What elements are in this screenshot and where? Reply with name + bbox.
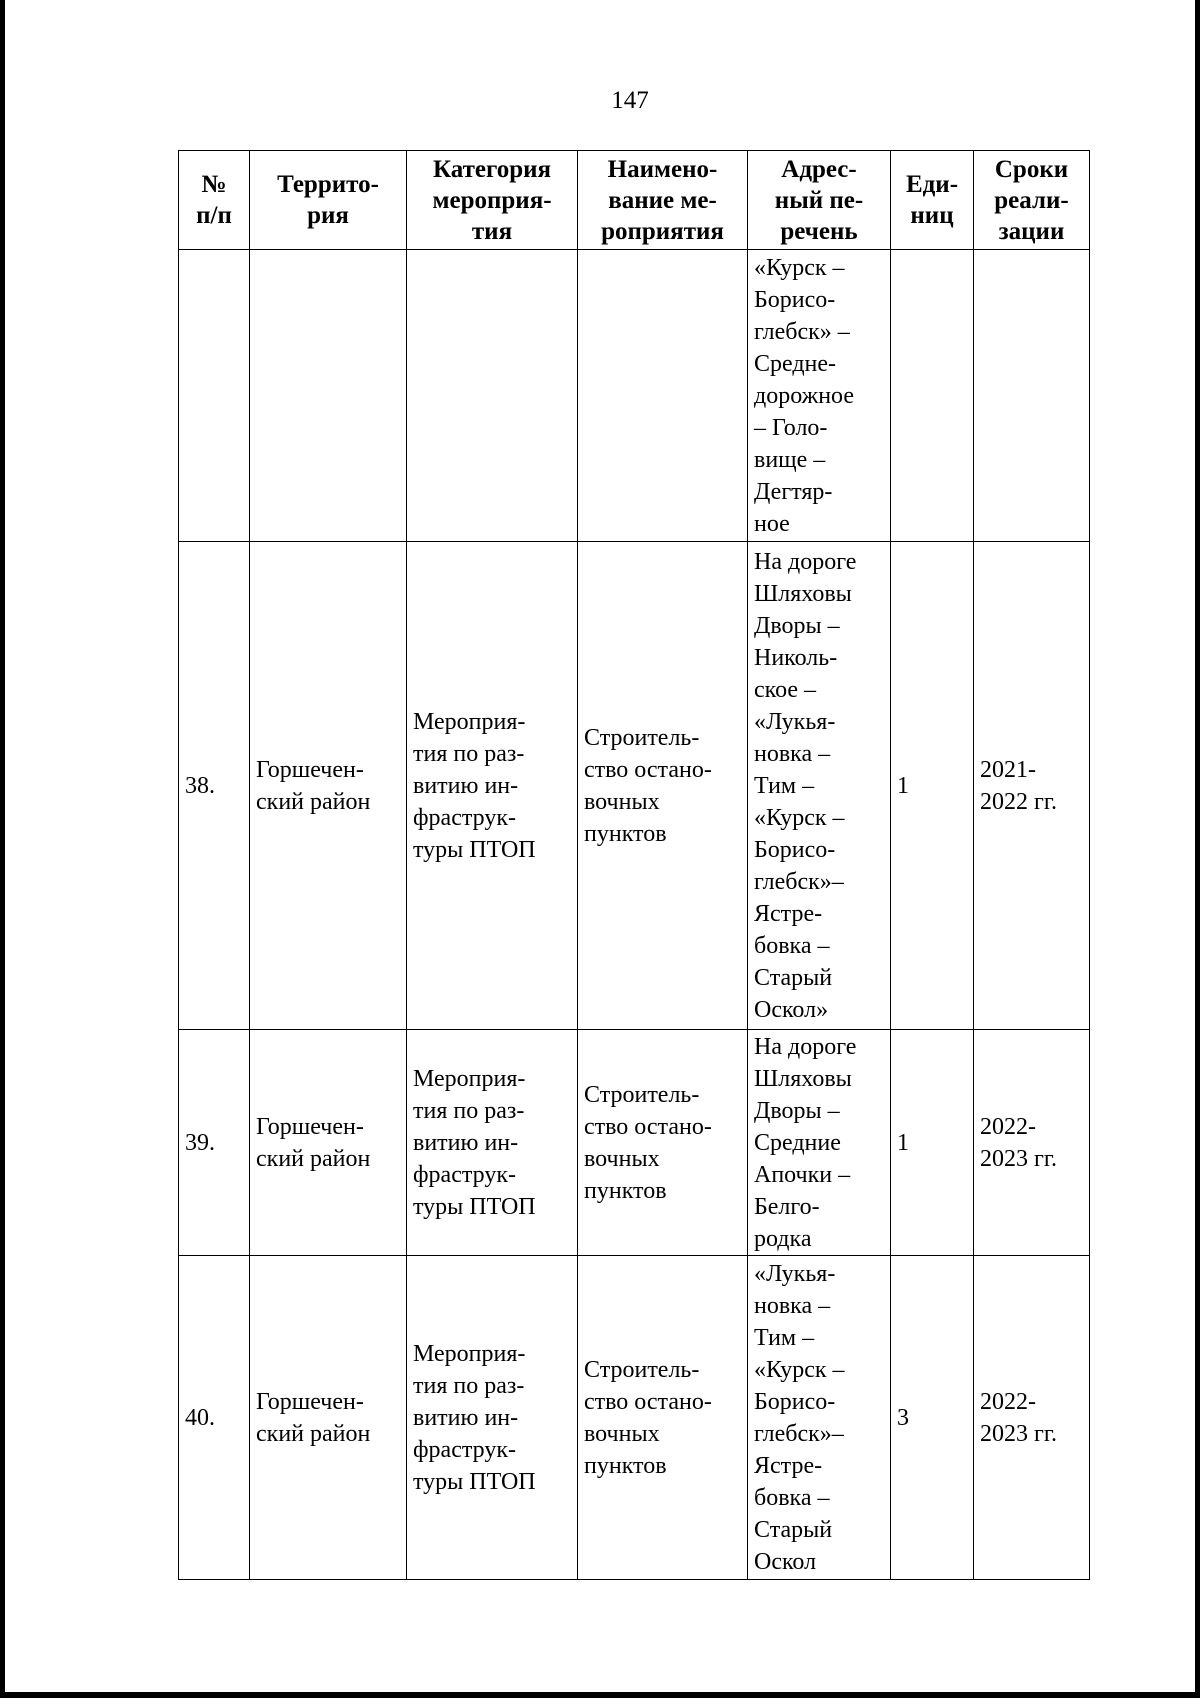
measures-table	[178, 150, 1090, 1580]
cell-period: 2022- 2023 гг.	[974, 1030, 1090, 1256]
page-edge-bottom	[0, 1692, 1200, 1698]
cell-territory: Горшечен- ский район	[250, 1256, 407, 1580]
cell-territory: Горшечен- ский район	[250, 1030, 407, 1256]
cell-name: Строитель- ство остано- вочных пунктов	[578, 542, 748, 1030]
cell-name: Строитель- ство остано- вочных пунктов	[578, 1030, 748, 1256]
cell-address: «Курск – Борисо- глебск» – Средне- дорожное – Голо- вище – Дегтяр- ное	[748, 250, 891, 542]
cell-period: 2021- 2022 гг.	[974, 542, 1090, 1030]
page-edge-right	[1195, 0, 1200, 1698]
cell-empty	[974, 250, 1090, 542]
cell-number: 39.	[179, 1030, 250, 1256]
cell-number: 38.	[179, 542, 250, 1030]
cell-empty	[250, 250, 407, 542]
cell-empty	[407, 250, 578, 542]
table-row-continuation	[179, 250, 1090, 542]
cell-territory: Горшечен- ский район	[250, 542, 407, 1030]
table-row	[179, 1030, 1090, 1256]
cell-category: Мероприя- тия по раз- витию ин- фраструк- туры ПТОП	[407, 1030, 578, 1256]
header-territory: Террито- рия	[250, 151, 407, 250]
cell-address: «Лукья- новка – Тим – «Курск – Борисо- глебск»– Ястре- бовка – Старый Оскол	[748, 1256, 891, 1580]
header-number: № п/п	[179, 151, 250, 250]
cell-category: Мероприя- тия по раз- витию ин- фраструк- туры ПТОП	[407, 1256, 578, 1580]
header-units: Еди- ниц	[891, 151, 974, 250]
cell-empty	[891, 250, 974, 542]
cell-units: 1	[891, 1030, 974, 1256]
table-header-row	[179, 151, 1090, 250]
header-name: Наимено- вание ме- роприятия	[578, 151, 748, 250]
cell-category: Мероприя- тия по раз- витию ин- фраструк- туры ПТОП	[407, 542, 578, 1030]
page-edge-left	[0, 0, 5, 1698]
cell-address: На дороге Шляховы Дворы – Николь- ское – «Лукья- новка – Тим – «Курск – Борисо- глебск»– Ястре- бовка – Старый Оскол»	[748, 542, 891, 1030]
cell-units: 1	[891, 542, 974, 1030]
table-row	[179, 1256, 1090, 1580]
cell-empty	[578, 250, 748, 542]
cell-address: На дороге Шляховы Дворы – Средние Апочки – Белго- родка	[748, 1030, 891, 1256]
cell-name: Строитель- ство остано- вочных пунктов	[578, 1256, 748, 1580]
header-address: Адрес- ный пе- речень	[748, 151, 891, 250]
cell-number: 40.	[179, 1256, 250, 1580]
cell-empty	[179, 250, 250, 542]
header-period: Сроки реали- зации	[974, 151, 1090, 250]
header-category: Категория мероприя- тия	[407, 151, 578, 250]
page-number: 147	[611, 87, 649, 114]
table-row	[179, 542, 1090, 1030]
cell-period: 2022- 2023 гг.	[974, 1256, 1090, 1580]
cell-units: 3	[891, 1256, 974, 1580]
